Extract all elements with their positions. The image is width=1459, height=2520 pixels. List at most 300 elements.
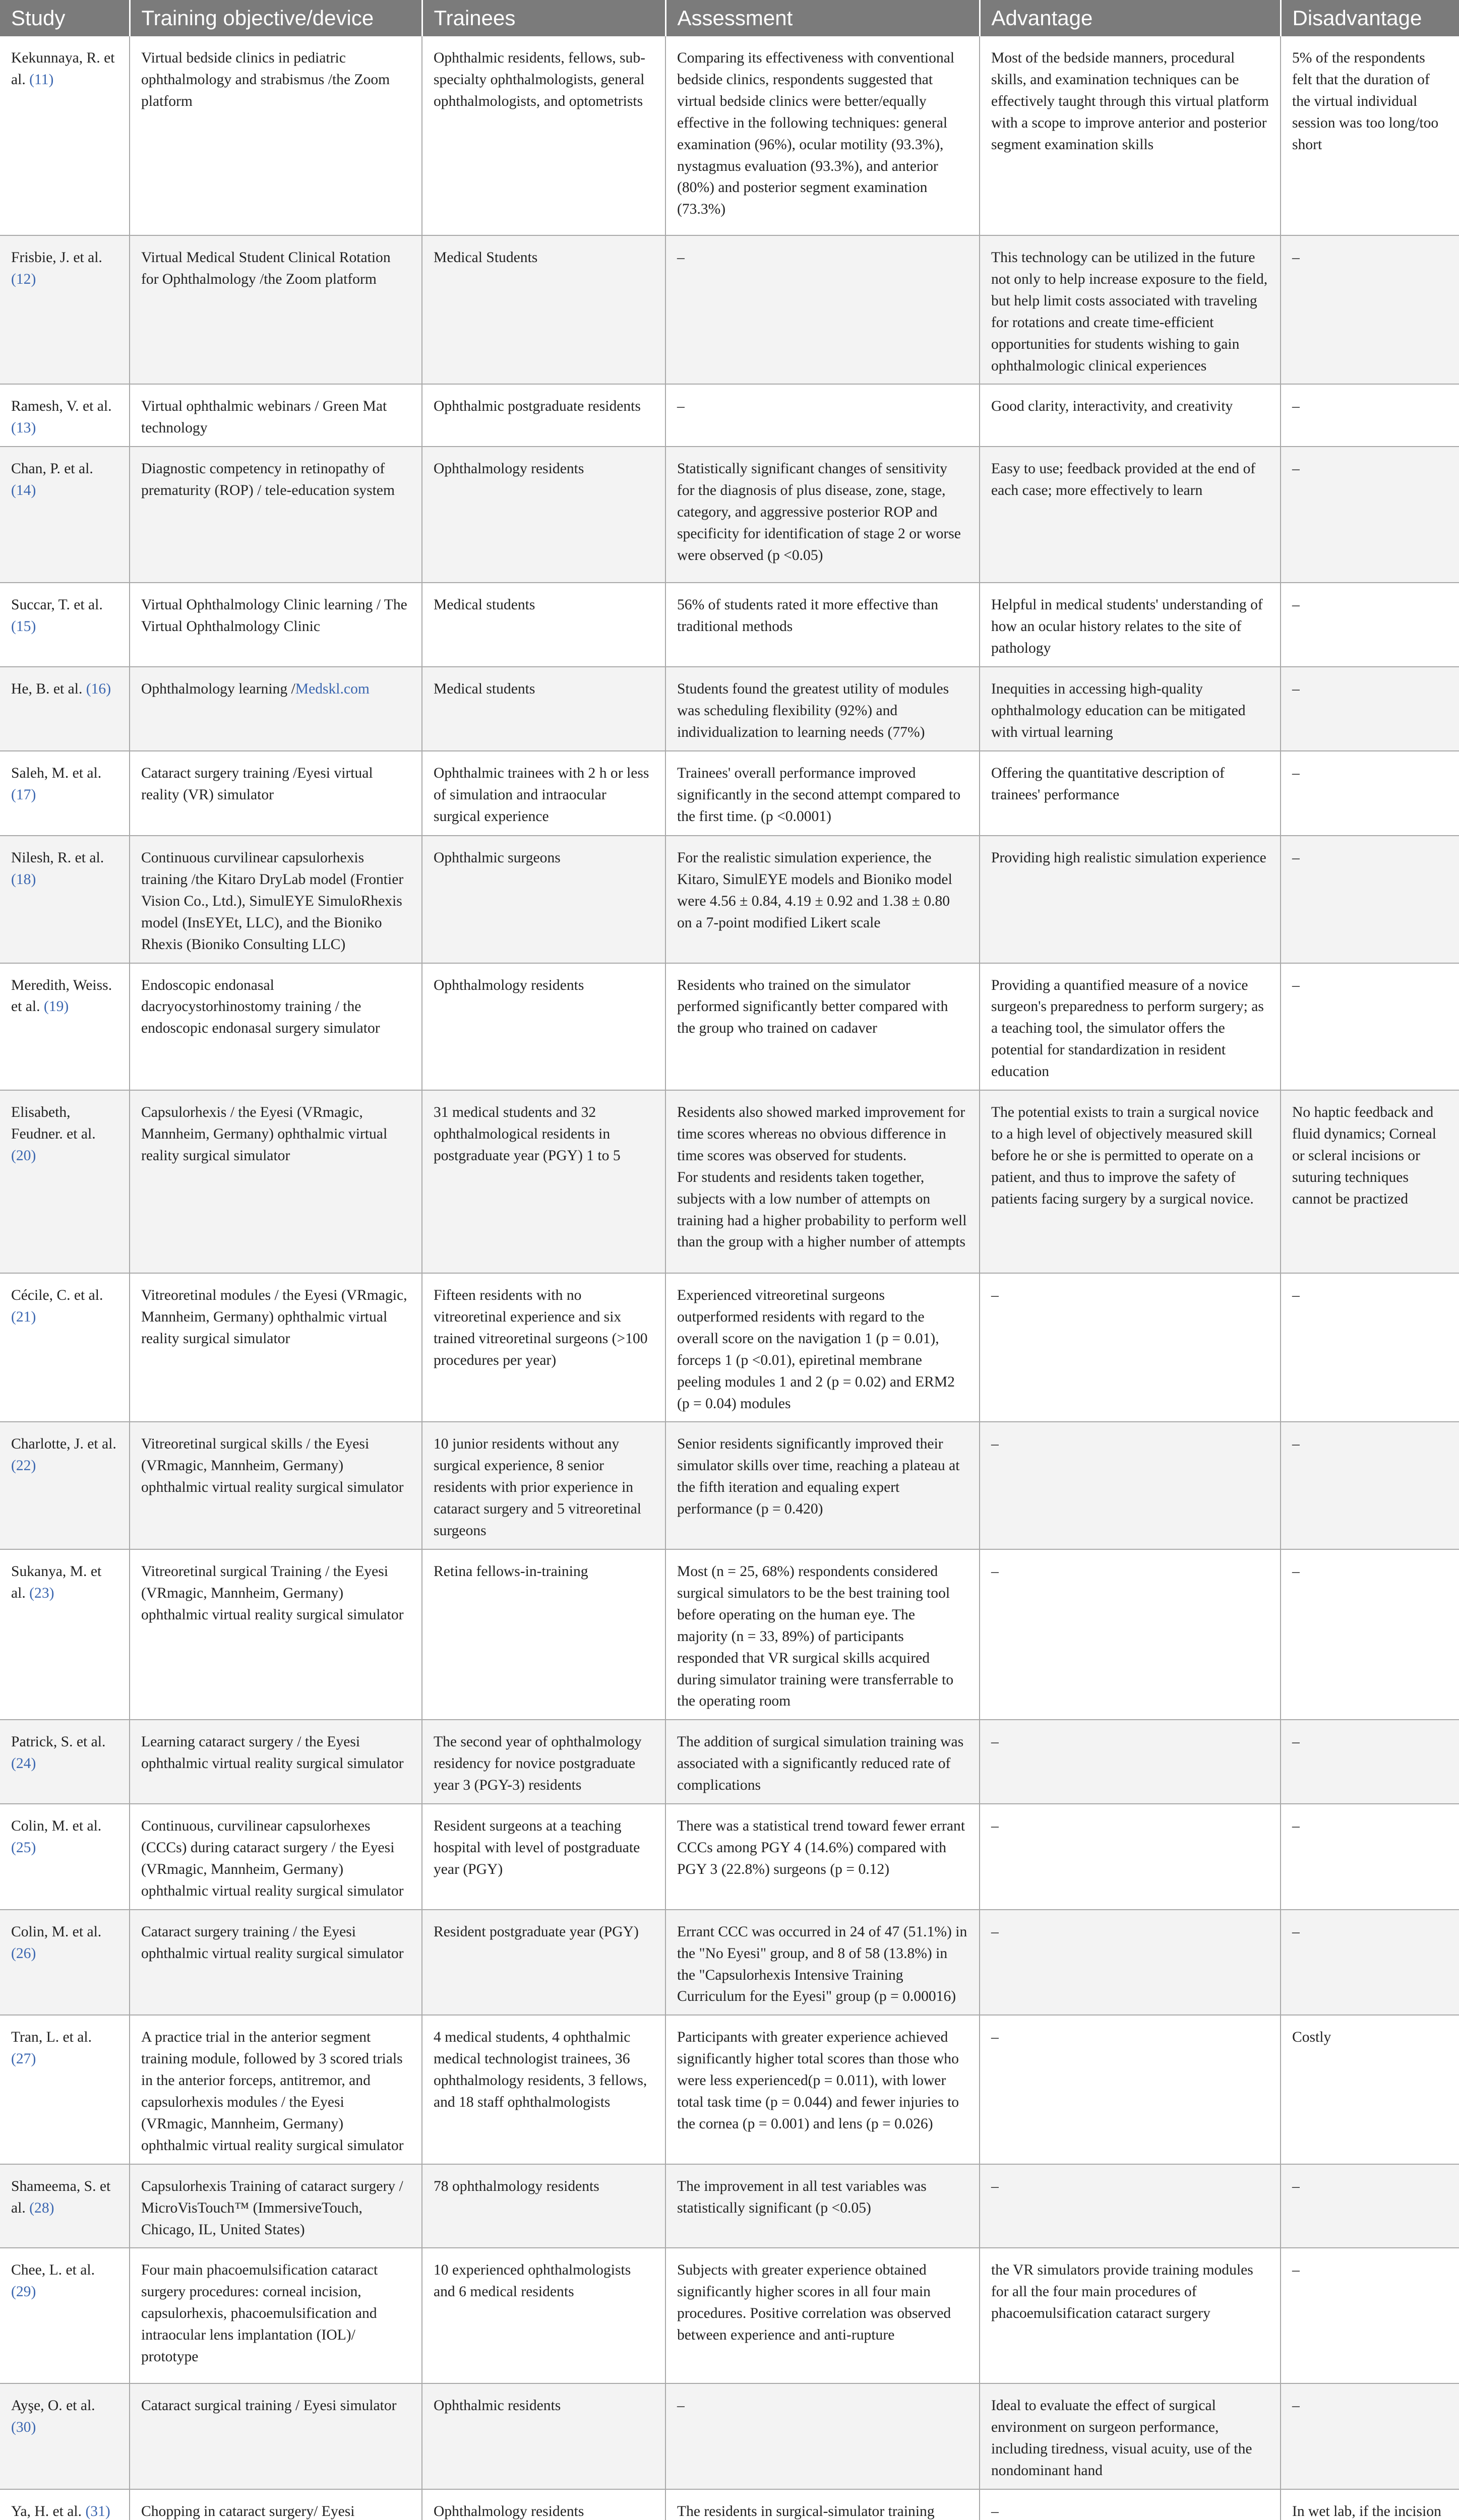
cell-assessment	[665, 2015, 980, 2164]
assessment-text: 56% of students rated it more effective than traditional methods	[677, 597, 938, 635]
study-name: Nilesh, R. et al.	[11, 849, 104, 866]
cell-disadvantage	[1281, 384, 1459, 447]
assessment-text: The residents in surgical-simulator training	[677, 2503, 935, 2520]
cell-disadvantage	[1281, 2164, 1459, 2248]
cell-trainees	[422, 2015, 665, 2164]
advantage-text: –	[991, 1287, 999, 1304]
trainees-text: Ophthalmology residents	[434, 2503, 584, 2520]
cell-study	[0, 583, 130, 667]
study-name: Tran, L. et al.	[11, 2029, 92, 2046]
cell-assessment	[665, 1720, 980, 1804]
cell-study	[0, 235, 130, 384]
study-name: Elisabeth, Feudner. et al.	[11, 1104, 96, 1142]
reference-link[interactable]: (22)	[11, 1458, 36, 1474]
trainees-text: 10 junior residents without any surgical experience, 8 senior residents with prior experience in cataract surgery and 5 vitreoretinal surgeons	[434, 1436, 641, 1539]
cell-trainees	[422, 447, 665, 583]
disadvantage-text: –	[1292, 2262, 1300, 2279]
disadvantage-text: –	[1292, 1923, 1300, 1940]
disadvantage-text: –	[1292, 461, 1300, 477]
cell-device	[130, 1549, 422, 1720]
assessment-text: –	[677, 2398, 685, 2414]
advantage-text: –	[991, 1818, 999, 1835]
device-text: Virtual Medical Student Clinical Rotation for Ophthalmology /the Zoom platform	[141, 249, 391, 287]
assessment-text: Most (n = 25, 68%) respondents considered surgical simulators to be the best training tool before operating on the human eye. The majority (n = 33, 89%) of participants responded that VR surgical skills acquired during simulator training were transferrable to the operating room	[677, 1563, 954, 1710]
cell-advantage	[980, 2383, 1281, 2489]
disadvantage-text: –	[1292, 849, 1300, 866]
study-name: Sukanya, M. et al.	[11, 1563, 102, 1601]
cell-device	[130, 447, 422, 583]
table-row	[0, 1910, 1459, 2015]
cell-advantage	[980, 1090, 1281, 1273]
disadvantage-text: –	[1292, 1818, 1300, 1835]
cell-advantage	[980, 2015, 1281, 2164]
trainees-text: Ophthalmology residents	[434, 977, 584, 993]
advantage-text: Good clarity, interactivity, and creativity	[991, 398, 1233, 415]
advantage-text: The potential exists to train a surgical novice to a high level of objectively measured skill before he or she is permitted to operate on a patient, and thus to improve the safety of patients facing surgery by a surgical novice.	[991, 1104, 1259, 1207]
cell-assessment	[665, 2164, 980, 2248]
assessment-text-2: For students and residents taken together, subjects with a low number of attempts on training had a higher probability to perform well than the group with a higher number of attempts	[677, 1169, 967, 1250]
cell-advantage	[980, 1549, 1281, 1720]
study-name: Frisbie, J. et al.	[11, 249, 102, 266]
cell-assessment	[665, 1090, 980, 1273]
table-row	[0, 235, 1459, 384]
reference-link[interactable]: (31)	[85, 2503, 110, 2520]
cell-advantage	[980, 447, 1281, 583]
assessment-text: Residents who trained on the simulator performed significantly better compared with the group who trained on cadaver	[677, 977, 948, 1037]
cell-advantage	[980, 1804, 1281, 1910]
disadvantage-text: –	[1292, 1287, 1300, 1304]
reference-link[interactable]: (19)	[43, 998, 69, 1015]
cell-device	[130, 2248, 422, 2383]
cell-disadvantage	[1281, 1910, 1459, 2015]
cell-device	[130, 751, 422, 836]
cell-assessment	[665, 235, 980, 384]
cell-device	[130, 36, 422, 235]
cell-device	[130, 1422, 422, 1549]
table-row	[0, 2164, 1459, 2248]
trainees-text: Medical students	[434, 680, 535, 697]
cell-disadvantage	[1281, 36, 1459, 235]
disadvantage-text: –	[1292, 597, 1300, 613]
cell-device	[130, 384, 422, 447]
study-name: He, B. et al.	[11, 680, 83, 697]
cell-assessment	[665, 836, 980, 963]
table-row	[0, 2489, 1459, 2520]
study-name: Patrick, S. et al.	[11, 1734, 106, 1750]
assessment-text: Senior residents significantly improved their simulator skills over time, reaching a plateau at the fifth iteration and equaling expert performance (p = 0.420)	[677, 1436, 960, 1518]
assessment-text: Residents also showed marked improvement for time scores whereas no obvious difference in time scores was observed for students.	[677, 1104, 965, 1164]
table-row	[0, 836, 1459, 963]
study-name: Ya, H. et al.	[11, 2503, 82, 2520]
cell-study	[0, 667, 130, 751]
cell-disadvantage	[1281, 2248, 1459, 2383]
cell-assessment	[665, 1273, 980, 1422]
study-name: Saleh, M. et al.	[11, 765, 102, 781]
advantage-text: Providing a quantified measure of a novice surgeon's preparedness to perform surgery; as a teaching tool, the simulator offers the potential for standardization in resident education	[991, 977, 1264, 1080]
trainees-text: Ophthalmic surgeons	[434, 849, 561, 866]
cell-advantage	[980, 36, 1281, 235]
table-row	[0, 36, 1459, 235]
disadvantage-text: Costly	[1292, 2029, 1331, 2046]
cell-study	[0, 1804, 130, 1910]
header-trainees: Trainees	[422, 0, 665, 36]
trainees-text: Resident postgraduate year (PGY)	[434, 1923, 639, 1940]
cell-assessment	[665, 963, 980, 1091]
disadvantage-text: No haptic feedback and fluid dynamics; Corneal or scleral incisions or suturing techniques cannot be practized	[1292, 1104, 1437, 1207]
cell-advantage	[980, 384, 1281, 447]
reference-link[interactable]: (26)	[11, 1945, 36, 1962]
cell-study	[0, 963, 130, 1091]
cell-advantage	[980, 836, 1281, 963]
cell-assessment	[665, 1549, 980, 1720]
device-text: Four main phacoemulsification cataract surgery procedures: corneal incision, capsulorhexis, phacoemulsification and intraocular lens implantation (IOL)/ prototype	[141, 2262, 378, 2365]
cell-trainees	[422, 583, 665, 667]
cell-assessment	[665, 1804, 980, 1910]
trainees-text: Ophthalmic postgraduate residents	[434, 398, 641, 415]
disadvantage-text: In wet lab, if the incision	[1292, 2503, 1441, 2520]
cell-disadvantage	[1281, 447, 1459, 583]
study-name: Ramesh, V. et al.	[11, 398, 112, 415]
assessment-text: Comparing its effectiveness with conventional bedside clinics, respondents suggested that virtual bedside clinics were better/equally effective in the following techniques: general examination (96%), ocular motility (93.3%), nystagmus evaluation (93.3%), and anterior (80%) and posterior segment examination (73.3%)	[677, 50, 955, 218]
cell-disadvantage	[1281, 2383, 1459, 2489]
device-text: Continuous, curvilinear capsulorhexes (CCCs) during cataract surgery / the Eyesi (VRmagic, Mannheim, Germany) ophthalmic virtual reality surgical simulator	[141, 1818, 404, 1899]
study-name: Chan, P. et al.	[11, 461, 93, 477]
cell-study	[0, 2164, 130, 2248]
cell-device	[130, 963, 422, 1091]
disadvantage-text: –	[1292, 2398, 1300, 2414]
cell-disadvantage	[1281, 1549, 1459, 1720]
cell-trainees	[422, 2383, 665, 2489]
cell-device	[130, 1910, 422, 2015]
disadvantage-text: –	[1292, 1563, 1300, 1580]
study-name: Chee, L. et al.	[11, 2262, 95, 2279]
disadvantage-text: –	[1292, 1436, 1300, 1453]
cell-study	[0, 384, 130, 447]
device-text: Cataract surgery training / the Eyesi ophthalmic virtual reality surgical simulator	[141, 1923, 404, 1962]
advantage-text: –	[991, 2503, 999, 2520]
reference-link[interactable]: (15)	[11, 618, 36, 635]
trainees-text: Ophthalmic residents	[434, 2398, 561, 2414]
trainees-text: 31 medical students and 32 ophthalmological residents in postgraduate year (PGY) 1 to 5	[434, 1104, 621, 1164]
cell-device	[130, 235, 422, 384]
cell-trainees	[422, 836, 665, 963]
table-row	[0, 447, 1459, 583]
table-row	[0, 1549, 1459, 1720]
cell-assessment	[665, 667, 980, 751]
cell-device	[130, 836, 422, 963]
reference-link[interactable]: (30)	[11, 2419, 36, 2436]
cell-trainees	[422, 235, 665, 384]
cell-trainees	[422, 384, 665, 447]
disadvantage-text: –	[1292, 680, 1300, 697]
cell-trainees	[422, 1804, 665, 1910]
device-text: Cataract surgery training /Eyesi virtual reality (VR) simulator	[141, 765, 373, 803]
trainees-text: 10 experienced ophthalmologists and 6 medical residents	[434, 2262, 631, 2300]
device-text: Cataract surgical training / Eyesi simulator	[141, 2398, 397, 2414]
reference-link[interactable]: (12)	[11, 271, 36, 287]
advantage-text: –	[991, 1734, 999, 1750]
cell-advantage	[980, 667, 1281, 751]
study-name: Ayşe, O. et al.	[11, 2398, 95, 2414]
disadvantage-text: –	[1292, 398, 1300, 415]
table-body	[0, 36, 1459, 2520]
disadvantage-text: –	[1292, 765, 1300, 781]
cell-advantage	[980, 2164, 1281, 2248]
advantage-text: Inequities in accessing high-quality ophthalmology education can be mitigated with virtual learning	[991, 680, 1246, 740]
advantage-text: –	[991, 1436, 999, 1453]
cell-disadvantage	[1281, 583, 1459, 667]
assessment-text: Errant CCC was occurred in 24 of 47 (51.1%) in the "No Eyesi" group, and 8 of 58 (13.8%) in the "Capsulorhexis Intensive Training Curriculum for the Eyesi" group (p = 0.00016)	[677, 1923, 967, 2005]
reference-link[interactable]: (20)	[11, 1147, 36, 1164]
cell-device	[130, 667, 422, 751]
assessment-text: Experienced vitreoretinal surgeons outperformed residents with regard to the overall score on the navigation 1 (p = 0.01), forceps 1 (p <0.01), epiretinal membrane peeling modules 1 and 2 (p = 0.02) and ERM2 (p = 0.04) modules	[677, 1287, 955, 1412]
cell-disadvantage	[1281, 836, 1459, 963]
reference-link[interactable]: (14)	[11, 482, 36, 499]
device-text: Chopping in cataract surgery/ Eyesi	[141, 2503, 355, 2520]
cell-device	[130, 1804, 422, 1910]
cell-assessment	[665, 2489, 980, 2520]
cell-assessment	[665, 447, 980, 583]
reference-link[interactable]: (17)	[11, 786, 36, 803]
advantage-text: –	[991, 2029, 999, 2046]
cell-assessment	[665, 583, 980, 667]
cell-study	[0, 1549, 130, 1720]
study-name: Colin, M. et al.	[11, 1923, 102, 1940]
cell-device	[130, 1273, 422, 1422]
device-text: Vitreoretinal surgical skills / the Eyesi (VRmagic, Mannheim, Germany) ophthalmic virtual reality surgical simulator	[141, 1436, 404, 1496]
assessment-text: Participants with greater experience achieved significantly higher total scores than those who were less experienced(p = 0.011), with lower total task time (p = 0.044) and fewer injuries to the cornea (p = 0.001) and lens (p = 0.026)	[677, 2029, 959, 2132]
table-row	[0, 1273, 1459, 1422]
header-disadvantage: Disadvantage	[1281, 0, 1459, 36]
advantage-text: –	[991, 2178, 999, 2194]
assessment-text: For the realistic simulation experience, the Kitaro, SimulEYE models and Bioniko model were 4.56 ± 0.84, 4.19 ± 0.92 and 1.38 ± 0.80 on a 7-point modified Likert scale	[677, 849, 952, 931]
cell-trainees	[422, 667, 665, 751]
cell-device	[130, 2164, 422, 2248]
header-row	[0, 0, 1459, 36]
study-name: Colin, M. et al.	[11, 1818, 102, 1835]
cell-trainees	[422, 2248, 665, 2383]
reference-link[interactable]: (13)	[11, 420, 36, 436]
cell-study	[0, 447, 130, 583]
disadvantage-text: 5% of the respondents felt that the duration of the virtual individual session was too long/too short	[1292, 50, 1439, 153]
cell-assessment	[665, 751, 980, 836]
cell-disadvantage	[1281, 1090, 1459, 1273]
cell-assessment	[665, 1910, 980, 2015]
reference-link[interactable]: (25)	[11, 1839, 36, 1856]
header-advantage: Advantage	[980, 0, 1281, 36]
advantage-text: This technology can be utilized in the future not only to help increase exposure to the field, but help limit costs associated with traveling for rotations and create time-efficient opportunities for students wishing to gain ophthalmologic clinical experiences	[991, 249, 1268, 374]
cell-study	[0, 1720, 130, 1804]
cell-study	[0, 36, 130, 235]
table-row	[0, 2383, 1459, 2489]
cell-study	[0, 1910, 130, 2015]
cell-assessment	[665, 2383, 980, 2489]
cell-advantage	[980, 751, 1281, 836]
disadvantage-text: –	[1292, 977, 1300, 993]
cell-device	[130, 583, 422, 667]
reference-link[interactable]: (18)	[11, 871, 36, 888]
cell-study	[0, 2248, 130, 2383]
table-row	[0, 2015, 1459, 2164]
table-row	[0, 667, 1459, 751]
advantage-text: Most of the bedside manners, procedural skills, and examination techniques can be effectively taught through this virtual platform with a scope to improve anterior and posterior segment examination skills	[991, 50, 1269, 153]
assessment-text: Students found the greatest utility of modules was scheduling flexibility (92%) and individualization to learning needs (77%)	[677, 680, 949, 740]
device-text: Ophthalmology learning /	[141, 680, 295, 697]
cell-disadvantage	[1281, 751, 1459, 836]
table-row	[0, 2248, 1459, 2383]
cell-study	[0, 2383, 130, 2489]
cell-assessment	[665, 36, 980, 235]
study-name: Cécile, C. et al.	[11, 1287, 103, 1304]
cell-disadvantage	[1281, 2489, 1459, 2520]
assessment-text: The addition of surgical simulation training was associated with a significantly reduced rate of complications	[677, 1734, 964, 1794]
cell-trainees	[422, 1720, 665, 1804]
header-device: Training objective/device	[130, 0, 422, 36]
assessment-text: –	[677, 398, 685, 415]
cell-assessment	[665, 2248, 980, 2383]
cell-trainees	[422, 751, 665, 836]
assessment-text: There was a statistical trend toward fewer errant CCCs among PGY 4 (14.6%) compared with PGY 3 (22.8%) surgeons (p = 0.12)	[677, 1818, 965, 1877]
assessment-text: The improvement in all test variables was statistically significant (p <0.05)	[677, 2178, 927, 2216]
header-study: Study	[0, 0, 130, 36]
cell-trainees	[422, 1910, 665, 2015]
cell-advantage	[980, 2489, 1281, 2520]
trainees-text: Retina fellows-in-training	[434, 1563, 588, 1580]
advantage-text: –	[991, 1563, 999, 1580]
table-row	[0, 1804, 1459, 1910]
study-name: Shameema, S. et al.	[11, 2178, 111, 2216]
device-text: Diagnostic competency in retinopathy of prematurity (ROP) / tele-education system	[141, 461, 395, 499]
advantage-text: Ideal to evaluate the effect of surgical environment on surgeon performance, including tiredness, visual acuity, use of the nondominant hand	[991, 2398, 1252, 2479]
cell-advantage	[980, 963, 1281, 1091]
device-text: Learning cataract surgery / the Eyesi ophthalmic virtual reality surgical simulator	[141, 1734, 404, 1772]
study-name: Succar, T. et al.	[11, 597, 103, 613]
cell-trainees	[422, 36, 665, 235]
cell-study	[0, 751, 130, 836]
trainees-text: Medical Students	[434, 249, 538, 266]
cell-device	[130, 1720, 422, 1804]
cell-device	[130, 2015, 422, 2164]
reference-link[interactable]: (29)	[11, 2284, 36, 2300]
table-row	[0, 751, 1459, 836]
device-text: Virtual ophthalmic webinars / Green Mat technology	[141, 398, 387, 436]
device-text: Continuous curvilinear capsulorhexis training /the Kitaro DryLab model (Frontier Vision Co., Ltd.), SimulEYE SimuloRhexis model (InsEYEt, LLC), and the Bioniko Rhexis (Bioniko Consulting LLC)	[141, 849, 404, 953]
reference-link[interactable]: (21)	[11, 1308, 36, 1325]
trainees-text: Ophthalmology residents	[434, 461, 584, 477]
cell-disadvantage	[1281, 235, 1459, 384]
table-row	[0, 1090, 1459, 1273]
cell-advantage	[980, 1422, 1281, 1549]
study-name: Kekunnaya, R. et al.	[11, 50, 115, 88]
cell-disadvantage	[1281, 963, 1459, 1091]
reference-link[interactable]: (28)	[29, 2199, 54, 2216]
table-row	[0, 583, 1459, 667]
assessment-text: Statistically significant changes of sensitivity for the diagnosis of plus disease, zone, stage, category, and aggressive posterior ROP and specificity for identification of stage 2 or worse were observed (p <0.05)	[677, 461, 961, 563]
device-text: Vitreoretinal surgical Training / the Eyesi (VRmagic, Mannheim, Germany) ophthalmic virtual reality surgical simulator	[141, 1563, 404, 1623]
assessment-text: Trainees' overall performance improved significantly in the second attempt compared to the first time. (p <0.0001)	[677, 765, 961, 825]
trainees-text: The second year of ophthalmology residency for novice postgraduate year 3 (PGY-3) residents	[434, 1734, 642, 1794]
cell-advantage	[980, 1720, 1281, 1804]
cell-disadvantage	[1281, 1273, 1459, 1422]
device-text: Endoscopic endonasal dacryocystorhinostomy training / the endoscopic endonasal surgery simulator	[141, 977, 380, 1037]
cell-advantage	[980, 2248, 1281, 2383]
table-row	[0, 384, 1459, 447]
cell-study	[0, 1422, 130, 1549]
device-text: Capsulorhexis / the Eyesi (VRmagic, Mannheim, Germany) ophthalmic virtual reality surgical simulator	[141, 1104, 388, 1164]
trainees-text: 4 medical students, 4 ophthalmic medical technologist trainees, 36 ophthalmology residents, 3 fellows, and 18 staff ophthalmologists	[434, 2029, 647, 2111]
trainees-text: 78 ophthalmology residents	[434, 2178, 599, 2194]
cell-trainees	[422, 2489, 665, 2520]
cell-study	[0, 2489, 130, 2520]
cell-study	[0, 836, 130, 963]
disadvantage-text: –	[1292, 249, 1300, 266]
reference-link[interactable]: (27)	[11, 2051, 36, 2067]
trainees-text: Ophthalmic residents, fellows, sub-specialty ophthalmologists, general ophthalmologists, and optometrists	[434, 50, 645, 109]
cell-disadvantage	[1281, 2015, 1459, 2164]
advantage-text: Helpful in medical students' understanding of how an ocular history relates to the site of pathology	[991, 597, 1263, 657]
cell-disadvantage	[1281, 1720, 1459, 1804]
cell-study	[0, 1090, 130, 1273]
device-text: Virtual Ophthalmology Clinic learning / The Virtual Ophthalmology Clinic	[141, 597, 407, 635]
device-text: Vitreoretinal modules / the Eyesi (VRmagic, Mannheim, Germany) ophthalmic virtual reality surgical simulator	[141, 1287, 407, 1347]
trainees-text: Fifteen residents with no vitreoretinal experience and six trained vitreoretinal surgeons (>100 procedures per year)	[434, 1287, 648, 1368]
header-assessment: Assessment	[665, 0, 980, 36]
advantage-text: Offering the quantitative description of trainees' performance	[991, 765, 1225, 803]
trainees-text: Resident surgeons at a teaching hospital with level of postgraduate year (PGY)	[434, 1818, 640, 1877]
table-row	[0, 1422, 1459, 1549]
cell-trainees	[422, 1549, 665, 1720]
device-link[interactable]: Medskl.com	[295, 680, 370, 697]
cell-assessment	[665, 384, 980, 447]
trainees-text: Ophthalmic trainees with 2 h or less of simulation and intraocular surgical experience	[434, 765, 649, 825]
advantage-text: the VR simulators provide training modules for all the four main procedures of phacoemulsification cataract surgery	[991, 2262, 1253, 2322]
cell-device	[130, 2383, 422, 2489]
cell-device	[130, 1090, 422, 1273]
cell-study	[0, 2015, 130, 2164]
cell-trainees	[422, 1422, 665, 1549]
cell-device	[130, 2489, 422, 2520]
reference-link[interactable]: (23)	[29, 1585, 54, 1601]
device-text: Virtual bedside clinics in pediatric ophthalmology and strabismus /the Zoom platform	[141, 50, 390, 109]
study-name: Charlotte, J. et al.	[11, 1436, 116, 1453]
table-row	[0, 963, 1459, 1091]
cell-study	[0, 1273, 130, 1422]
advantage-text: –	[991, 1923, 999, 1940]
cell-advantage	[980, 1910, 1281, 2015]
cell-trainees	[422, 1273, 665, 1422]
cell-trainees	[422, 2164, 665, 2248]
disadvantage-text: –	[1292, 2178, 1300, 2194]
cell-advantage	[980, 583, 1281, 667]
reference-link[interactable]: (11)	[29, 71, 54, 88]
cell-assessment	[665, 1422, 980, 1549]
assessment-text: –	[677, 249, 685, 266]
cell-advantage	[980, 1273, 1281, 1422]
cell-advantage	[980, 235, 1281, 384]
device-text: Capsulorhexis Training of cataract surgery / MicroVisTouch™ (ImmersiveTouch, Chicago, IL, United States)	[141, 2178, 403, 2238]
assessment-text: Subjects with greater experience obtained significantly higher scores in all four main procedures. Positive correlation was observed between experience and anti-rupture	[677, 2262, 951, 2344]
cell-disadvantage	[1281, 1804, 1459, 1910]
reference-link[interactable]: (16)	[86, 680, 111, 697]
device-text: A practice trial in the anterior segment training module, followed by 3 scored trials in the anterior forceps, antitremor, and capsulorhexis modules / the Eyesi (VRmagic, Mannheim, Germany) ophthalmic virtual reality surgical simulator	[141, 2029, 404, 2154]
disadvantage-text: –	[1292, 1734, 1300, 1750]
cell-trainees	[422, 963, 665, 1091]
advantage-text: Providing high realistic simulation experience	[991, 849, 1266, 866]
study-name: Meredith, Weiss. et al.	[11, 977, 112, 1015]
trainees-text: Medical students	[434, 597, 535, 613]
reference-link[interactable]: (24)	[11, 1755, 36, 1772]
cell-disadvantage	[1281, 667, 1459, 751]
